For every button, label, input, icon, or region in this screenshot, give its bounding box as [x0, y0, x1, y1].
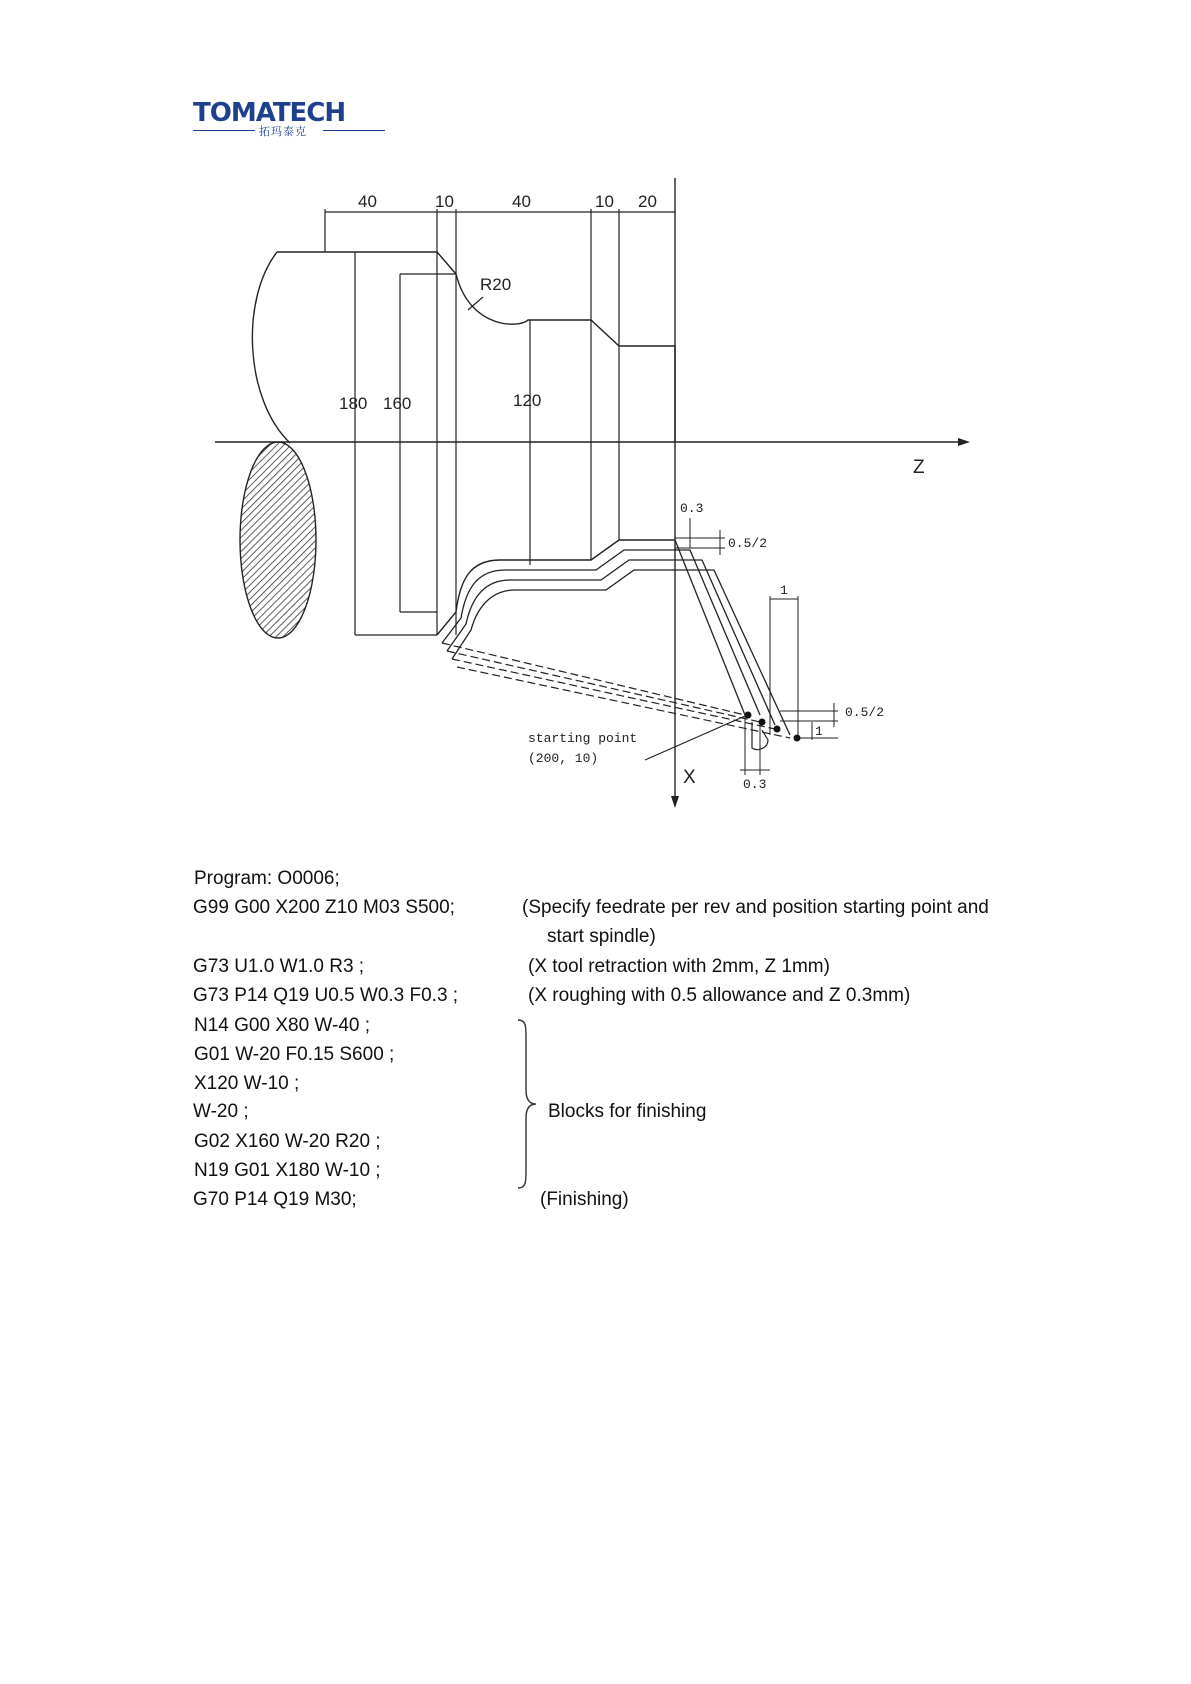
program-line-code: N19 G01 X180 W-10 ;	[194, 1160, 381, 1181]
program-line-code: G70 P14 Q19 M30;	[193, 1189, 357, 1210]
x-axis-label: X	[683, 767, 696, 788]
dim-160: 160	[383, 394, 412, 413]
dim-top-3: 40	[512, 192, 531, 211]
program-line-code: G73 U1.0 W1.0 R3 ;	[193, 956, 365, 977]
logo-wordmark: TOMATECH	[193, 98, 346, 128]
z-axis-arrow	[958, 438, 970, 446]
dim-top-2: 10	[435, 192, 454, 211]
program-line-code: N14 G00 X80 W-40 ;	[194, 1015, 371, 1036]
dim-top-offset: 0.3	[680, 501, 704, 516]
dim-120: 120	[513, 391, 542, 410]
logo-rule-right	[323, 130, 385, 131]
g73-diagram	[0, 160, 1191, 820]
starting-point-leader	[645, 716, 745, 760]
program-line-code: X120 W-10 ;	[194, 1073, 300, 1094]
program-line-code: G73 P14 Q19 U0.5 W0.3 F0.3 ;	[193, 985, 459, 1006]
dim-top-1: 40	[358, 192, 377, 211]
dim-top-4: 10	[595, 192, 614, 211]
program-line-comment: (X tool retraction with 2mm, Z 1mm)	[528, 956, 830, 977]
dim-bottom-offset: 0.3	[743, 777, 767, 792]
z-axis-label: Z	[913, 457, 925, 478]
point-3	[774, 726, 781, 733]
section-hatch	[240, 442, 316, 638]
finish-profile-bottom	[437, 540, 675, 635]
brace-icon	[516, 1018, 540, 1190]
point-2	[759, 719, 766, 726]
logo-rule-left	[193, 130, 255, 131]
x-axis-arrow	[671, 796, 679, 808]
starting-point-coords: (200, 10)	[528, 751, 599, 766]
program-line-code: G01 W-20 F0.15 S600 ;	[194, 1044, 395, 1065]
company-logo	[193, 100, 393, 140]
program-line-comment: (X roughing with 0.5 allowance and Z 0.3mm)	[528, 985, 911, 1006]
brace-label: Blocks for finishing	[548, 1101, 707, 1122]
program-line-code: W-20 ;	[193, 1101, 249, 1122]
program-line-code: G02 X160 W-20 R20 ;	[194, 1131, 381, 1152]
starting-point-label: starting point	[528, 731, 638, 746]
point-4	[794, 735, 801, 742]
dim-top-allowance: 0.5/2	[728, 536, 768, 551]
dim-180: 180	[339, 394, 368, 413]
radius-label: R20	[480, 275, 512, 294]
dim-right-allowance: 0.5/2	[845, 705, 885, 720]
program-line-comment: (Finishing)	[540, 1189, 629, 1210]
program-line-comment: start spindle)	[547, 926, 656, 947]
logo-subtitle: 拓玛泰克	[259, 125, 307, 138]
program-line-comment: (Specify feedrate per rev and position starting point and	[522, 897, 989, 918]
dim-right-width: 1	[780, 583, 788, 598]
dim-right-height: 1	[815, 724, 823, 739]
part-profile	[277, 252, 675, 442]
point-start	[745, 712, 752, 719]
part-break-curve	[252, 252, 290, 443]
program-line-code: G99 G00 X200 Z10 M03 S500;	[193, 897, 455, 918]
dim-top-5: 20	[638, 192, 657, 211]
program-line-code: Program: O0006;	[194, 868, 340, 889]
